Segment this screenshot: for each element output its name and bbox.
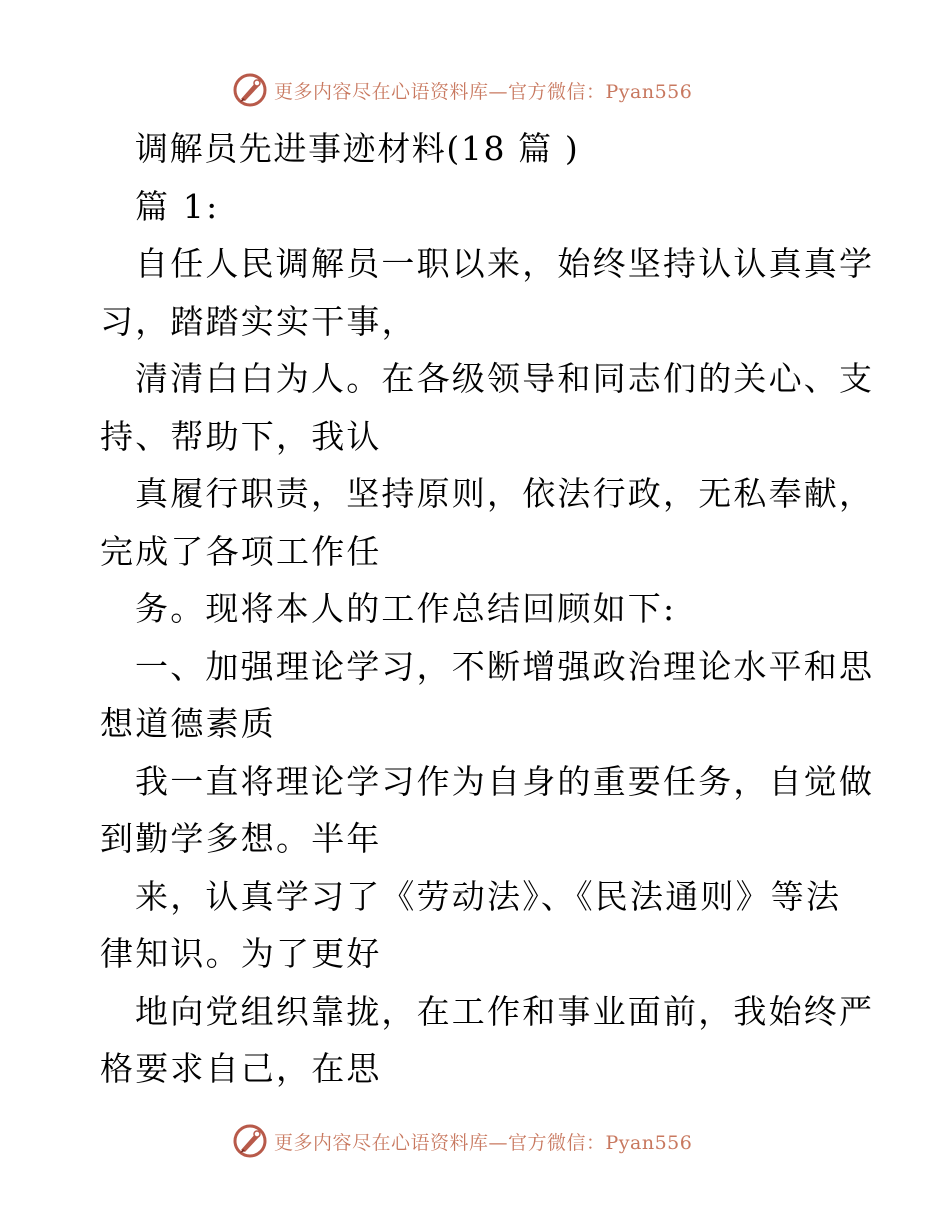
- paragraph-line: 律知识。为了更好: [100, 934, 382, 973]
- paragraph-line: 到勤学多想。半年: [100, 819, 382, 858]
- paragraph-line: 完成了各项工作任: [100, 531, 382, 571]
- header-watermark-text: 更多内容尽在心语资料库—官方微信：Pyan556: [274, 80, 693, 103]
- paragraph-line: 自任人民调解员一职以来，始终坚持认认真真学: [135, 244, 875, 283]
- paragraph-line: 格要求自己，在思: [100, 1049, 382, 1088]
- section-heading: 篇 1:: [135, 186, 220, 226]
- footer-watermark-text: 更多内容尽在心语资料库—官方微信：Pyan556: [274, 1131, 693, 1154]
- footer-watermark-banner: [232, 1121, 712, 1161]
- section-subheading: 一、加强理论学习，不断增强政治理论水平和思: [135, 646, 875, 686]
- document-body: [100, 120, 875, 1098]
- document-title: 调解员先进事迹材料(18 篇 ): [135, 129, 580, 168]
- paragraph-line: 地向党组织靠拢，在工作和事业面前，我始终严: [135, 991, 875, 1031]
- paragraph-line: 清清白白为人。在各级领导和同志们的关心、支: [135, 359, 875, 398]
- paragraph-line: 持、帮助下，我认: [100, 416, 382, 456]
- paragraph-line: 我一直将理论学习作为自身的重要任务，自觉做: [135, 761, 875, 801]
- section-subheading-continued: 想道德素质: [100, 704, 276, 743]
- pen-seal-logo-icon: [232, 1123, 268, 1159]
- paragraph-line: 习，踏踏实实干事，: [100, 301, 417, 341]
- paragraph-line: 来，认真学习了《劳动法》、《民法通则》等法: [135, 876, 842, 916]
- pen-seal-logo-icon: [232, 72, 268, 108]
- header-watermark-banner: [232, 70, 712, 110]
- paragraph-line: 务。现将本人的工作总结回顾如下:: [135, 589, 677, 628]
- paragraph-line: 真履行职责，坚持原则，依法行政，无私奉献，: [135, 474, 875, 513]
